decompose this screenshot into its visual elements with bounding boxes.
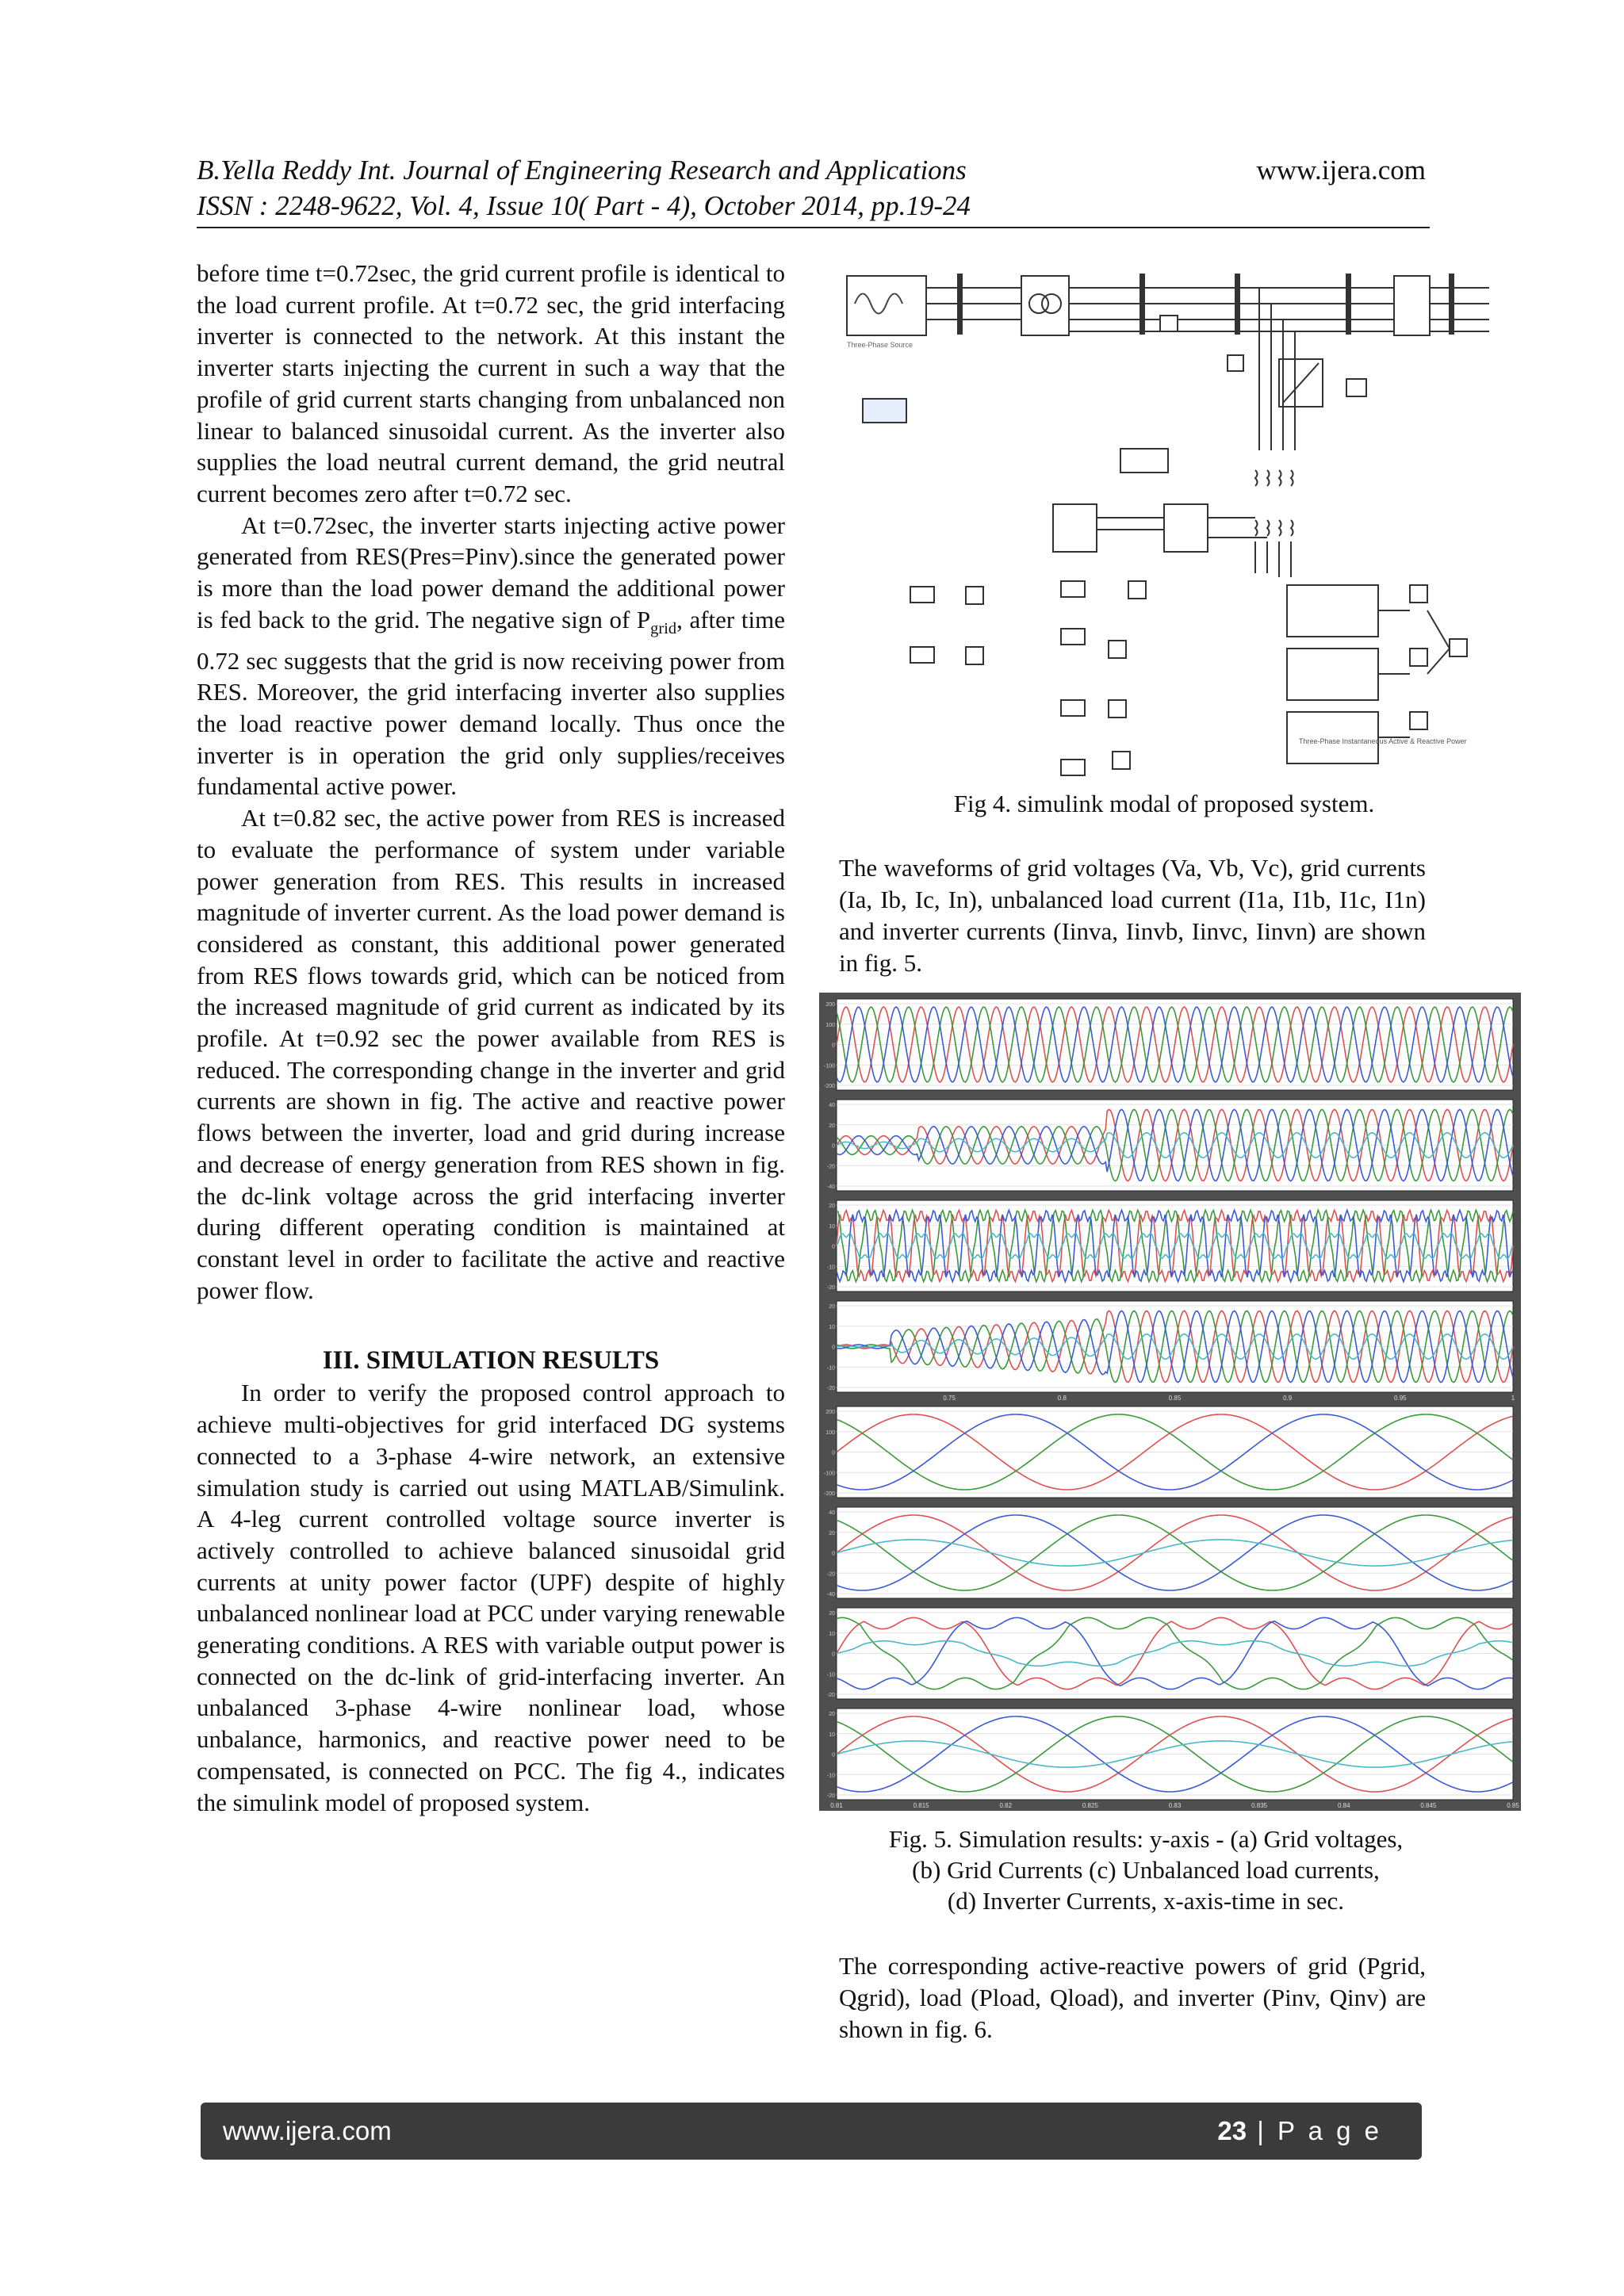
y-tick-label: 40 xyxy=(829,1103,835,1108)
x-tick-label: 0.8 xyxy=(1057,1395,1067,1402)
y-tick-label: -10 xyxy=(826,1365,835,1372)
section-heading: III. SIMULATION RESULTS xyxy=(322,1346,660,1376)
paragraph-4: In order to verify the proposed control approach to achieve multi-objectives for grid interfaced DG systems connected to a 3-phase 4-wire network, an extensive simulation study is carried out using MATLAB/Simulink. A 4-leg current controlled voltage source inverter is actively controlled to achieve balanced sinusoidal grid currents at unity power factor (UPF) despite of highly unbalanced nonlinear load at PCC under varying renewable generating conditions. A RES with variable output power is connected on the dc-link of grid-interfacing inverter. An unbalanced 3-phase 4-wire nonlinear load, whose unbalance, harmonics, and reactive power need to be compensated, is connected on PCC. The fig 4., indicates the simulink model of proposed system. xyxy=(197,1379,785,1816)
page-label: | P a g e xyxy=(1257,2116,1382,2145)
y-tick-label: 10 xyxy=(829,1732,835,1738)
y-tick-label: 20 xyxy=(829,1123,835,1129)
pgrid-subscript: grid xyxy=(650,619,677,637)
y-tick-label: 10 xyxy=(829,1324,835,1330)
y-tick-label: -20 xyxy=(826,1571,835,1578)
transformer-block xyxy=(1021,276,1069,335)
y-tick-label: -20 xyxy=(826,1164,835,1170)
y-tick-label: -10 xyxy=(826,1265,835,1271)
x-tick-label: 0.9 xyxy=(1283,1395,1293,1402)
paragraph-2-a: At t=0.72sec, the inverter starts injecting active power generated from RES(Pres=Pinv).since the generated power is more than the load power demand the additional power is fed back to the grid. The negative sign of P xyxy=(197,511,785,633)
y-tick-label: 20 xyxy=(829,1611,835,1617)
y-tick-label: -20 xyxy=(826,1285,835,1291)
y-tick-label: 100 xyxy=(825,1429,835,1436)
y-tick-label: -40 xyxy=(826,1592,835,1598)
y-tick-label: 20 xyxy=(829,1712,835,1717)
y-tick-label: -200 xyxy=(823,1491,835,1497)
page-header xyxy=(197,152,1426,224)
y-tick-label: -20 xyxy=(826,1386,835,1391)
pq-block-label: Three-Phase Instantaneous Active & Reactive Power xyxy=(1299,737,1467,745)
footer-website[interactable]: www.ijera.com xyxy=(223,2116,392,2145)
x-tick-label: 1 xyxy=(1511,1395,1515,1402)
y-tick-label: -100 xyxy=(823,1471,835,1477)
y-tick-label: 100 xyxy=(825,1022,835,1028)
y-tick-label: 0 xyxy=(832,1651,835,1658)
y-tick-label: 20 xyxy=(829,1203,835,1209)
y-tick-label: 20 xyxy=(829,1530,835,1536)
y-tick-label: 0 xyxy=(832,1143,835,1150)
y-tick-label: 40 xyxy=(829,1510,835,1516)
x-tick-label: 0.85 xyxy=(1168,1395,1182,1402)
caption-line-2: (b) Grid Currents (c) Unbalanced load currents, xyxy=(912,1856,1380,1884)
y-tick-label: 0 xyxy=(832,1551,835,1557)
left-column xyxy=(197,258,785,1818)
y-tick-label: -200 xyxy=(823,1084,835,1089)
page-number-value: 23 xyxy=(1217,2116,1247,2145)
header-website[interactable]: www.ijera.com xyxy=(1256,155,1426,186)
paragraph-3: At t=0.82 sec, the active power from RES is increased to evaluate the performance of system under variable power generation from RES. This results in increased magnitude of inverter current. As the load power demand is considered as constant, this additional power generated from RES flows towards grid, which can be noticed from the increased magnitude of grid current as indicated by its profile. At t=0.92 sec the power available from RES is reduced. The corresponding change in the inverter and grid currents are shown in fig. The active and reactive power flows between the inverter, load and grid during increase and decrease of energy generation from RES shown in fig. the dc-link voltage across the grid interfacing inverter during different operating condition is maintained at constant level in order to facilitate the active and reactive power flow. xyxy=(197,804,785,1304)
x-tick-label: 0.81 xyxy=(830,1802,843,1809)
y-tick-label: -40 xyxy=(826,1184,835,1190)
x-tick-label: 0.85 xyxy=(1507,1802,1519,1809)
page-footer xyxy=(201,2103,1422,2160)
simulation-results-figure xyxy=(819,993,1521,1811)
x-tick-label: 0.825 xyxy=(1082,1802,1098,1809)
x-tick-label: 0.95 xyxy=(1394,1395,1407,1402)
x-tick-label: 0.815 xyxy=(913,1802,929,1809)
right-paragraph-2 xyxy=(839,1950,1426,2045)
waveform-description: The waveforms of grid voltages (Va, Vb, Vc), grid currents (Ia, Ib, Ic, In), unbalanced load current (I1a, I1b, I1c, I1n) and inverter currents (Iinva, Iinvb, Iinvc, Iinvn) are shown in fig. 5. xyxy=(839,854,1426,977)
simulation-waveforms xyxy=(819,993,1521,1811)
header-issn: ISSN : 2248-9622, Vol. 4, Issue 10( Part - 4), October 2014, pp.19-24 xyxy=(197,190,971,221)
right-paragraph-1 xyxy=(839,852,1426,979)
y-tick-label: 20 xyxy=(829,1304,835,1310)
y-tick-label: 10 xyxy=(829,1223,835,1230)
page-number xyxy=(1217,2116,1382,2146)
x-tick-label: 0.84 xyxy=(1337,1802,1350,1809)
paragraph-1: before time t=0.72sec, the grid current profile is identical to the load current profile. At t=0.72 sec, the grid interfacing inverter is connected to the network. At this instant the inverter starts injecting the current in such a way that the profile of grid current starts changing from unbalanced non linear to balanced sinusoidal current. As the inverter also supplies the load neutral current demand, the grid neutral current becomes zero after t=0.72 sec. xyxy=(197,259,785,507)
x-tick-label: 0.845 xyxy=(1420,1802,1437,1809)
caption-line-3: (d) Inverter Currents, x-axis-time in sec. xyxy=(947,1887,1345,1915)
y-tick-label: 200 xyxy=(825,1410,835,1415)
x-tick-label: 0.83 xyxy=(1168,1802,1182,1809)
y-tick-label: -20 xyxy=(826,1793,835,1799)
y-tick-label: 0 xyxy=(832,1043,835,1049)
y-tick-label: 0 xyxy=(832,1752,835,1758)
simulink-model-diagram xyxy=(839,268,1489,787)
y-tick-label: 0 xyxy=(832,1450,835,1456)
figure-4-caption: Fig 4. simulink modal of proposed system. xyxy=(953,790,1375,817)
y-tick-label: 200 xyxy=(825,1002,835,1008)
y-tick-label: 0 xyxy=(832,1345,835,1351)
caption-line-1: Fig. 5. Simulation results: y-axis - (a) Grid voltages, xyxy=(888,1825,1404,1853)
figure-5-caption xyxy=(829,1823,1463,1916)
paragraph-2-b: , after time 0.72 sec suggests that the grid is now receiving power from RES. Moreover, the grid interfacing inverter also supplies the load reactive power demand locally. Thus once the inverter is in operation the grid only supplies/receives fundamental active power. xyxy=(197,605,785,801)
x-tick-label: 0.82 xyxy=(999,1802,1013,1809)
paragraph-2 xyxy=(197,510,785,803)
y-tick-label: -10 xyxy=(826,1672,835,1678)
power-description: The corresponding active-reactive powers of grid (Pgrid, Qgrid), load (Pload, Qload), and inverter (Pinv, Qinv) are shown in fig. 6. xyxy=(839,1952,1426,2043)
header-rule xyxy=(197,227,1430,228)
y-tick-label: -10 xyxy=(826,1773,835,1779)
y-tick-label: 10 xyxy=(829,1631,835,1637)
source-block-label: Three-Phase Source xyxy=(847,341,914,349)
y-tick-label: 0 xyxy=(832,1244,835,1250)
header-authors: B.Yella Reddy Int. Journal of Engineering Research and Applications xyxy=(197,155,967,186)
y-tick-label: -20 xyxy=(826,1693,835,1698)
x-tick-label: 0.75 xyxy=(943,1395,956,1402)
y-tick-label: -100 xyxy=(823,1063,835,1070)
x-tick-label: 0.835 xyxy=(1251,1802,1268,1809)
